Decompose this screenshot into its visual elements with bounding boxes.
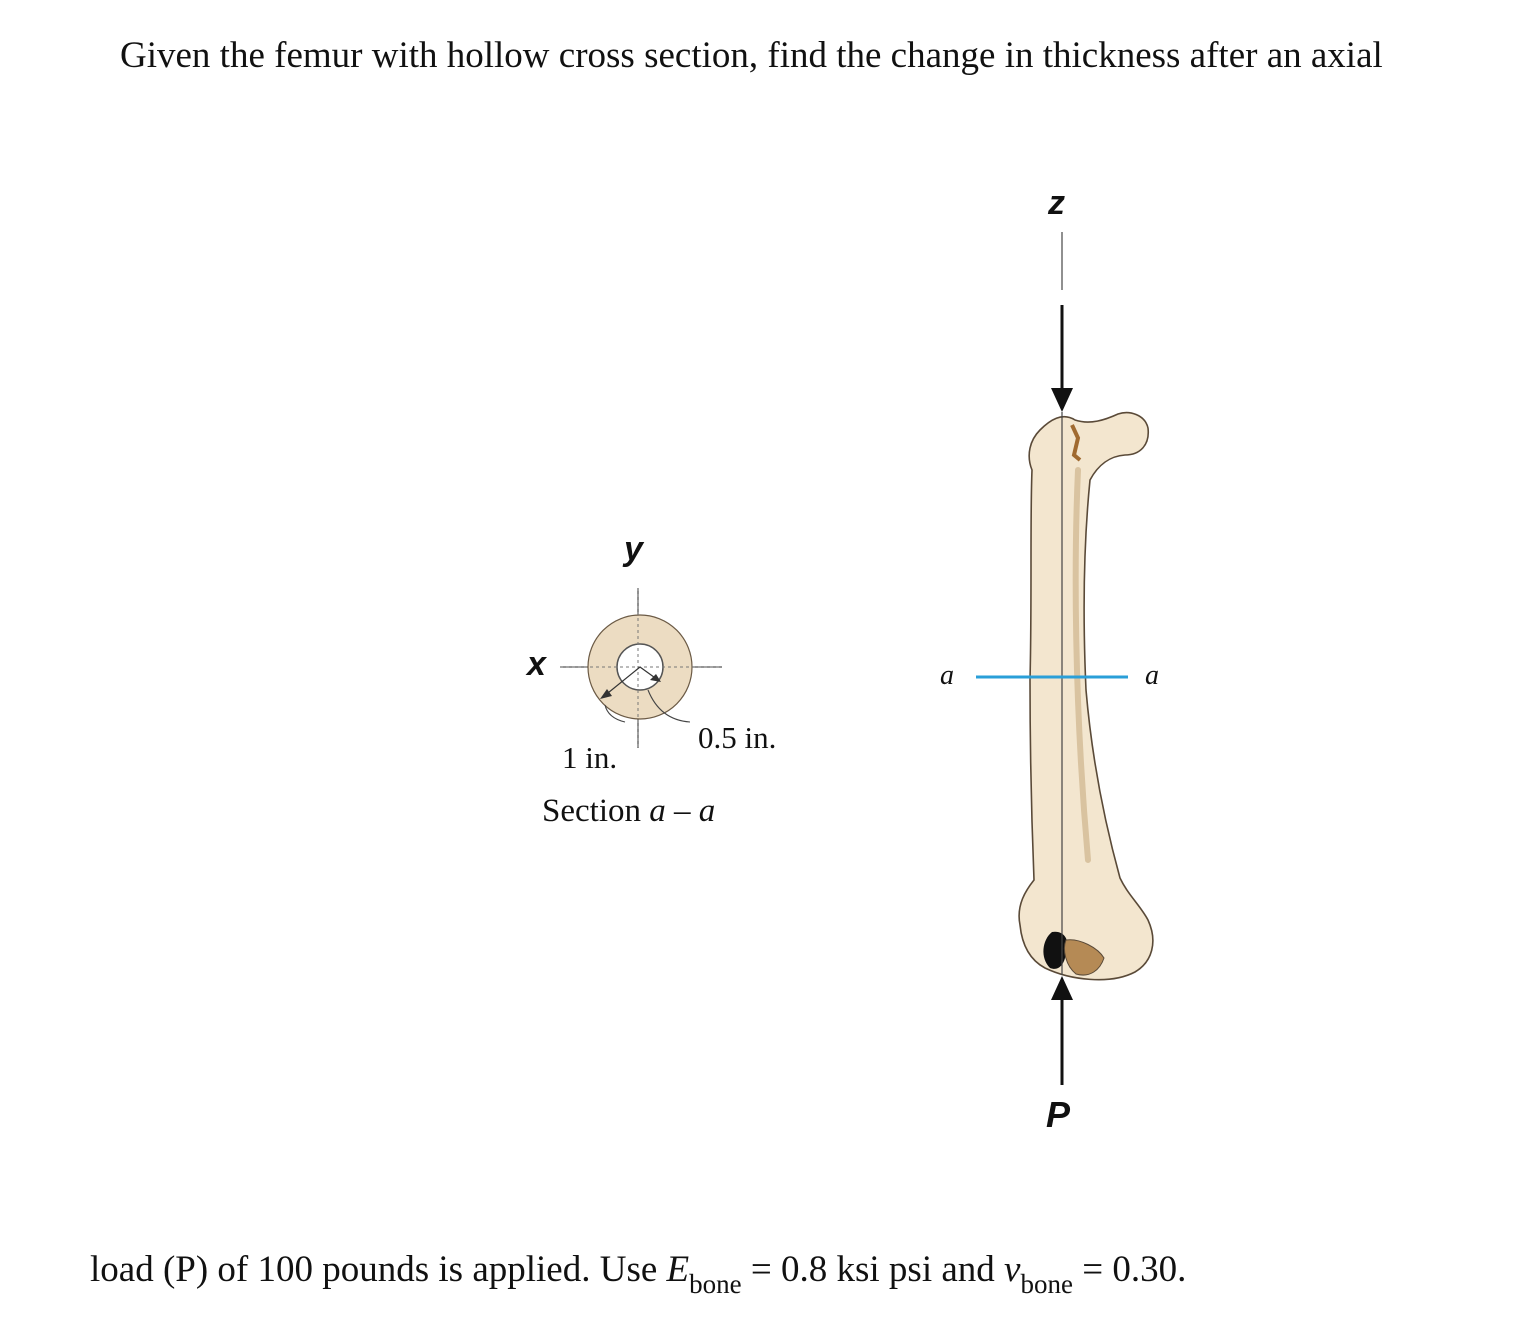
e-symbol: E xyxy=(666,1249,690,1290)
section-caption-a2: a xyxy=(698,793,716,829)
outer-dimension-label: 1 in. xyxy=(562,740,618,775)
problem-text-line-2-part-b: = 0.8 ksi psi and xyxy=(741,1249,1005,1290)
cut-label-left: a xyxy=(940,660,954,691)
section-caption-a1: a xyxy=(649,793,666,829)
problem-text-line-2-part-c: = 0.30. xyxy=(1072,1249,1187,1290)
cut-label-right: a xyxy=(1145,660,1159,691)
nu-symbol: ν xyxy=(1004,1249,1021,1290)
y-axis-label: y xyxy=(624,530,643,568)
problem-text-line-2 xyxy=(90,1248,1187,1299)
load-label: P xyxy=(1046,1094,1071,1135)
section-caption-word: Section xyxy=(542,793,650,829)
problem-text-line-1-content: Given the femur with hollow cross section, find the change in thickness after an axial xyxy=(120,35,1383,76)
femur-diagram xyxy=(976,232,1153,1085)
nu-subscript: bone xyxy=(1020,1269,1073,1299)
problem-text-line-2-part-a: load (P) of 100 pounds is applied. Use xyxy=(90,1249,667,1290)
section-caption xyxy=(542,793,715,830)
inner-dimension-label: 0.5 in. xyxy=(698,720,777,755)
x-axis-label: x xyxy=(527,645,546,683)
femur-bone xyxy=(1019,413,1153,980)
z-axis-label: z xyxy=(1048,184,1065,222)
e-subscript: bone xyxy=(689,1269,742,1299)
section-caption-dash: – xyxy=(665,793,699,829)
top-load-arrowhead xyxy=(1051,388,1073,412)
